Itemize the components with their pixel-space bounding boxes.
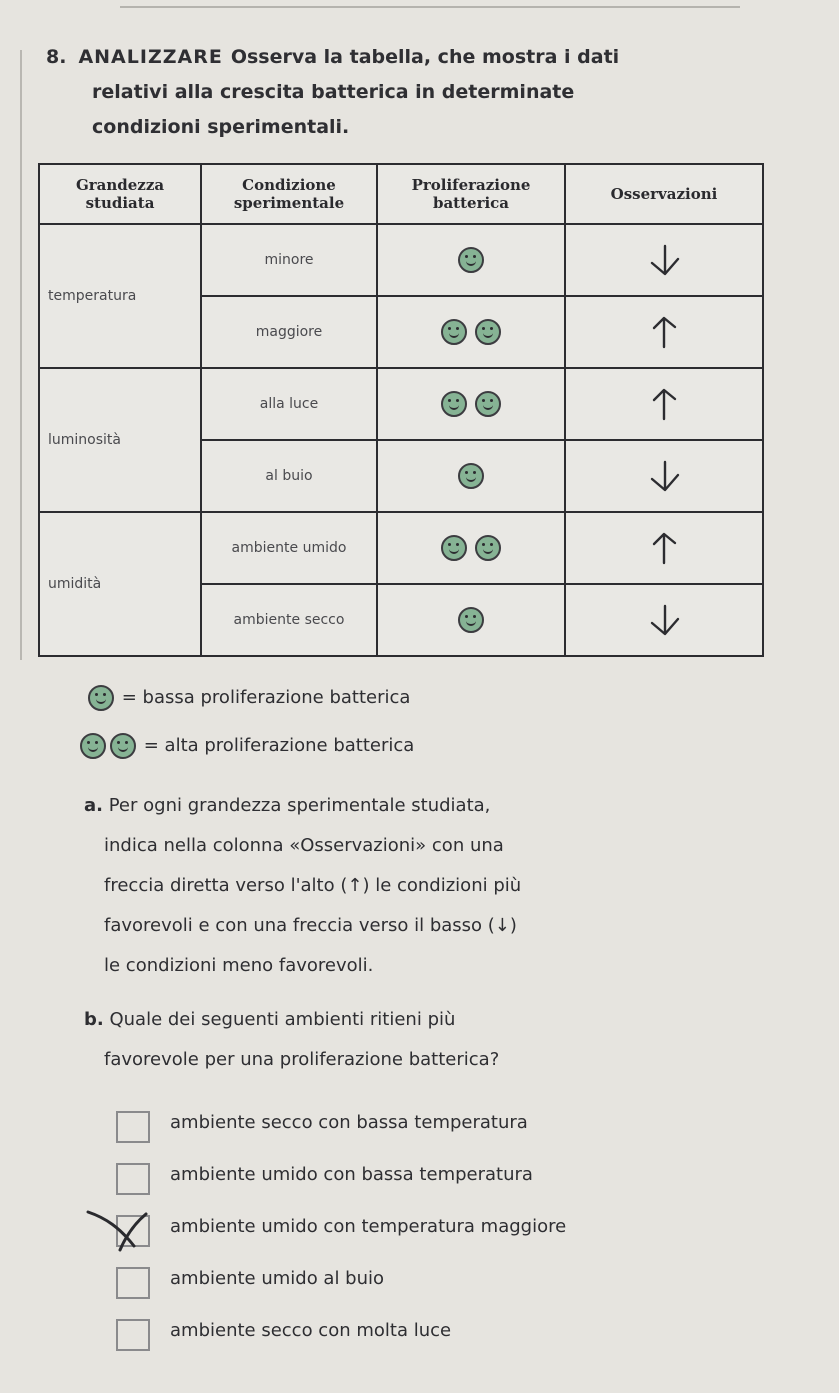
exercise-prompt bbox=[46, 40, 806, 145]
arrow-up-icon bbox=[644, 387, 684, 421]
arrow-up-icon bbox=[644, 315, 684, 349]
table-row bbox=[39, 512, 763, 584]
header-condizione: Condizione sperimentale bbox=[201, 164, 377, 224]
exercise-keyword: ANALIZZARE bbox=[78, 46, 223, 68]
proliferation-cell bbox=[377, 440, 565, 512]
page-top-rule bbox=[120, 6, 740, 8]
smiley-face-icon bbox=[475, 535, 501, 561]
option-label: ambiente umido al buio bbox=[170, 1268, 385, 1289]
group-label: luminosità bbox=[39, 368, 201, 512]
question-a-line-1: Per ogni grandezza sperimentale studiata, bbox=[108, 795, 491, 816]
smiley-face-icon bbox=[80, 733, 106, 759]
option-label: ambiente secco con bassa temperatura bbox=[170, 1112, 528, 1133]
smiley-face-icon bbox=[458, 463, 484, 489]
observation-cell bbox=[565, 512, 763, 584]
question-a-line-5: le condizioni meno favorevoli. bbox=[104, 955, 374, 976]
smiley-face-icon bbox=[458, 607, 484, 633]
arrow-down-icon bbox=[644, 243, 684, 277]
condition-cell: al buio bbox=[201, 440, 377, 512]
option-checkbox[interactable] bbox=[116, 1163, 150, 1195]
legend-high-text: = alta proliferazione batterica bbox=[143, 735, 415, 756]
option-checkbox[interactable] bbox=[116, 1111, 150, 1143]
smiley-face-icon bbox=[441, 535, 467, 561]
smiley-face-icon bbox=[88, 685, 114, 711]
option-label: ambiente umido con bassa temperatura bbox=[170, 1164, 533, 1185]
smiley-face-icon bbox=[475, 319, 501, 345]
question-a-line-4: favorevoli e con una freccia verso il basso (↓) bbox=[104, 915, 517, 936]
option-label: ambiente secco con molta luce bbox=[170, 1320, 452, 1341]
arrow-down-icon bbox=[644, 459, 684, 493]
question-a-line-3: freccia diretta verso l'alto (↑) le condizioni più bbox=[104, 875, 522, 896]
bacterial-growth-table bbox=[38, 163, 764, 657]
condition-cell: maggiore bbox=[201, 296, 377, 368]
observation-cell bbox=[565, 584, 763, 656]
condition-cell: ambiente secco bbox=[201, 584, 377, 656]
smiley-face-icon bbox=[110, 733, 136, 759]
table-row bbox=[39, 224, 763, 296]
condition-cell: minore bbox=[201, 224, 377, 296]
cross-mark-icon bbox=[86, 1206, 156, 1254]
exercise-text-line-2: relativi alla crescita batterica in determinate bbox=[92, 81, 575, 103]
exercise-text-line-1: Osserva la tabella, che mostra i dati bbox=[230, 46, 620, 68]
legend-low bbox=[86, 685, 410, 711]
legend-high bbox=[78, 733, 414, 759]
option-label: ambiente umido con temperatura maggiore bbox=[170, 1216, 567, 1237]
exercise-text-line-3: condizioni sperimentali. bbox=[92, 116, 350, 138]
question-b-line-1: Quale dei seguenti ambienti ritieni più bbox=[109, 1009, 456, 1030]
question-b bbox=[84, 1000, 784, 1080]
legend-low-text: = bassa proliferazione batterica bbox=[121, 687, 411, 708]
question-a-letter: a. bbox=[84, 795, 103, 816]
proliferation-cell bbox=[377, 584, 565, 656]
condition-cell: alla luce bbox=[201, 368, 377, 440]
option-checkbox[interactable] bbox=[116, 1267, 150, 1299]
proliferation-cell bbox=[377, 224, 565, 296]
question-a bbox=[84, 786, 784, 986]
smiley-face-icon bbox=[458, 247, 484, 273]
header-grandezza: Grandezza studiata bbox=[39, 164, 201, 224]
header-osservazioni: Osservazioni bbox=[565, 164, 763, 224]
proliferation-cell bbox=[377, 512, 565, 584]
condition-cell: ambiente umido bbox=[201, 512, 377, 584]
observation-cell bbox=[565, 296, 763, 368]
smiley-face-icon bbox=[441, 391, 467, 417]
observation-cell bbox=[565, 368, 763, 440]
question-a-line-2: indica nella colonna «Osservazioni» con una bbox=[104, 835, 504, 856]
exercise-margin-rule bbox=[20, 50, 22, 660]
observation-cell bbox=[565, 440, 763, 512]
question-b-line-2: favorevole per una proliferazione batterica? bbox=[104, 1049, 500, 1070]
proliferation-cell bbox=[377, 368, 565, 440]
table-header-row bbox=[39, 164, 763, 224]
smiley-face-icon bbox=[475, 391, 501, 417]
exercise-number: 8. bbox=[46, 46, 67, 68]
group-label: temperatura bbox=[39, 224, 201, 368]
option-checkbox[interactable] bbox=[116, 1319, 150, 1351]
group-label: umidità bbox=[39, 512, 201, 656]
proliferation-cell bbox=[377, 296, 565, 368]
question-b-letter: b. bbox=[84, 1009, 104, 1030]
header-proliferazione: Proliferazione batterica bbox=[377, 164, 565, 224]
arrow-up-icon bbox=[644, 531, 684, 565]
table-row bbox=[39, 368, 763, 440]
observation-cell bbox=[565, 224, 763, 296]
arrow-down-icon bbox=[644, 603, 684, 637]
smiley-face-icon bbox=[441, 319, 467, 345]
